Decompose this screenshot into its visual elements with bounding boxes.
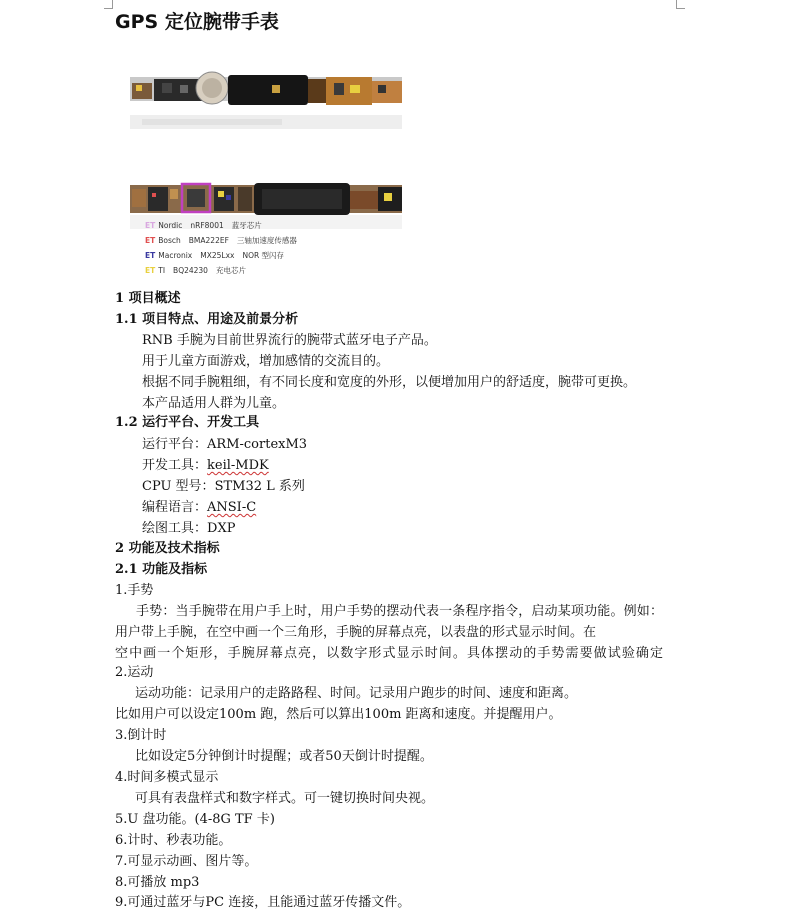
photo-legend xyxy=(145,221,385,281)
feature-9: 9.可通过蓝牙与PC 连接，且能通过蓝牙传播文件。 xyxy=(115,895,411,910)
legend-brand: TI xyxy=(158,266,166,275)
section-heading-2-1: 2.1 功能及指标 xyxy=(115,562,208,577)
legend-mark: ET xyxy=(145,251,156,260)
legend-desc: 充电芯片 xyxy=(215,266,246,275)
legend-item xyxy=(145,251,385,266)
legend-part: nRF8001 xyxy=(190,221,224,230)
feature-6: 6.计时、秒表功能。 xyxy=(115,833,232,848)
dev-tool-line xyxy=(142,457,269,475)
legend-part: MX25Lxx xyxy=(200,251,235,260)
legend-part: BMA222EF xyxy=(188,236,229,245)
cpu-label: CPU 型号： xyxy=(142,479,215,494)
legend-item xyxy=(145,221,385,236)
legend-item xyxy=(145,236,385,251)
legend-desc: 蓝牙芯片 xyxy=(231,221,262,230)
section-heading-1-1: 1.1 项目特点、用途及前景分析 xyxy=(115,312,299,327)
feature-1-body xyxy=(115,601,663,664)
legend-mark: ET xyxy=(145,221,156,230)
platform-line xyxy=(142,436,307,454)
paragraph-line: 用于儿童方面游戏，增加感情的交流目的。 xyxy=(142,354,390,369)
legend-part: BQ24230 xyxy=(173,266,208,275)
pcb-bottom-view xyxy=(130,183,402,215)
dev-tool-value: keil-MDK xyxy=(207,458,269,473)
paragraph-line: RNB 手腕为目前世界流行的腕带式蓝牙电子产品。 xyxy=(142,333,437,348)
section-heading-1: 1 项目概述 xyxy=(115,291,181,306)
pcb-top-view xyxy=(130,72,402,105)
feature-8: 8.可播放 mp3 xyxy=(115,875,200,890)
feature-4-title: 4.时间多模式显示 xyxy=(115,770,219,785)
drawing-tool-value: DXP xyxy=(207,521,236,536)
feature-2-title: 2.运动 xyxy=(115,665,154,680)
platform-value: ARM-cortexM3 xyxy=(207,437,308,452)
legend-mark: ET xyxy=(145,236,156,245)
feature-1-body-a: 手势：当手腕带在用户手上时，用户手势的摆动代表一条程序指令，启动某项功能。例如：用户带上手腕，在空中画一个三角形，手腕的屏幕点亮，以表盘的形式显示时间。在 xyxy=(115,604,663,640)
feature-2-line: 比如用户可以设定100m 跑，然后可以算出100m 距离和速度。并提醒用户。 xyxy=(115,707,562,722)
page-corner-mark-left xyxy=(104,0,113,9)
section-heading-1-2: 1.2 运行平台、开发工具 xyxy=(115,415,260,430)
legend-brand: Macronix xyxy=(158,251,193,260)
dev-tool-label: 开发工具： xyxy=(142,458,208,473)
paragraph-line: 本产品适用人群为儿童。 xyxy=(142,396,286,411)
language-label: 编程语言： xyxy=(142,500,208,515)
drawing-tool-label: 绘图工具： xyxy=(142,521,208,536)
legend-brand: Bosch xyxy=(158,236,181,245)
language-line xyxy=(142,499,256,517)
paragraph-line: 根据不同手腕粗细，有不同长度和宽度的外形，以便增加用户的舒适度，腕带可更换。 xyxy=(142,375,637,390)
document-title: GPS 定位腕带手表 xyxy=(115,11,279,33)
page-corner-mark-right xyxy=(676,0,685,9)
feature-3-line: 比如设定5分钟倒计时提醒；或者50天倒计时提醒。 xyxy=(135,749,433,764)
cpu-value: STM32 L 系列 xyxy=(214,479,305,494)
feature-7: 7.可显示动画、图片等。 xyxy=(115,854,258,869)
legend-brand: Nordic xyxy=(158,221,183,230)
section-heading-2: 2 功能及技术指标 xyxy=(115,541,220,556)
feature-2-line: 运动功能：记录用户的走路路程、时间。记录用户跑步的时间、速度和距离。 xyxy=(135,686,578,701)
language-value: ANSI-C xyxy=(207,500,257,515)
legend-desc: NOR 型闪存 xyxy=(242,251,285,260)
drawing-tool-line xyxy=(142,520,235,538)
legend-mark: ET xyxy=(145,266,156,275)
feature-3-title: 3.倒计时 xyxy=(115,728,167,743)
feature-1-title: 1.手势 xyxy=(115,583,154,598)
feature-5: 5.U 盘功能。(4-8G TF 卡) xyxy=(115,812,275,827)
feature-4-line: 可具有表盘样式和数字样式。可一键切换时间央视。 xyxy=(135,791,435,806)
legend-desc: 三轴加速度传感器 xyxy=(236,236,297,245)
platform-label: 运行平台： xyxy=(142,437,208,452)
feature-1-body-b: 空中画一个矩形，手腕屏幕点亮，以数字形式显示时间。具体摆动的手势需要做试验确定 xyxy=(115,646,663,661)
cpu-line xyxy=(142,478,305,496)
legend-item xyxy=(145,266,385,281)
